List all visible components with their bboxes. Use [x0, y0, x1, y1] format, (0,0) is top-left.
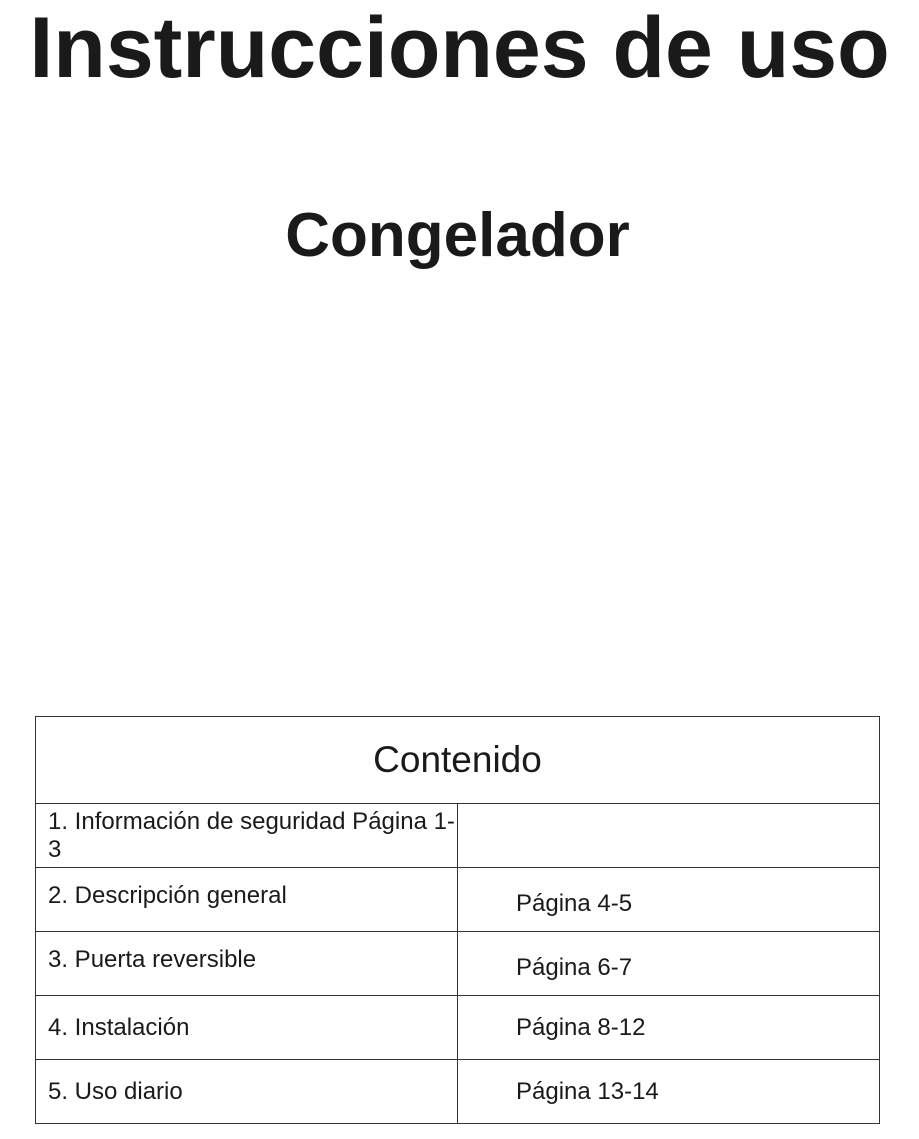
toc-entry-page: Página 13-14	[458, 1060, 880, 1124]
toc-header: Contenido	[36, 717, 880, 804]
document-title: Instrucciones de uso	[29, 0, 890, 96]
toc-row	[36, 804, 880, 868]
toc-entry-title: 4. Instalación	[36, 996, 458, 1060]
toc-entry-title: 5. Uso diario	[36, 1060, 458, 1124]
toc-row	[36, 932, 880, 996]
toc-entry-page	[458, 804, 880, 868]
toc-entry-title: 2. Descripción general	[48, 881, 287, 909]
document-subtitle: Congelador	[285, 201, 630, 270]
toc-row	[36, 1060, 880, 1124]
toc-row	[36, 996, 880, 1060]
toc-row	[36, 868, 880, 932]
toc-entry-page: Página 8-12	[458, 996, 880, 1060]
toc-entry-title: 3. Puerta reversible	[48, 945, 257, 973]
toc-entry-page: Página 6-7	[516, 953, 633, 981]
table-of-contents	[35, 716, 880, 1124]
toc-entry-title: 1. Información de seguridad Página 1-3	[36, 804, 458, 868]
toc-entry-page: Página 4-5	[516, 889, 633, 917]
